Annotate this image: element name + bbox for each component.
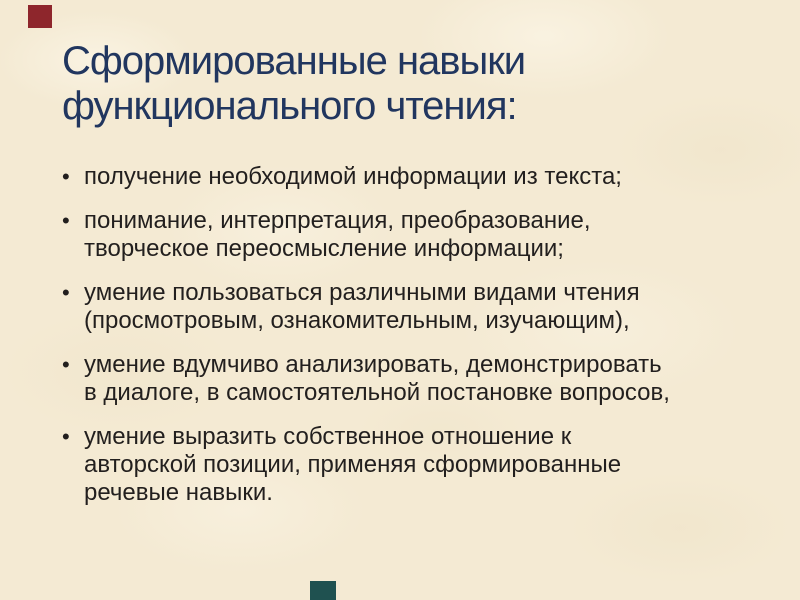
- list-item: [62, 279, 768, 335]
- title-line-2: функционального чтения:: [62, 84, 517, 128]
- bullet-icon: •: [62, 164, 70, 189]
- list-item: [62, 207, 768, 263]
- bullet-text-line: в диалоге, в самостоятельной постановке вопросов,: [84, 379, 670, 406]
- bullet-text-line: творческое переосмысление информации;: [84, 235, 564, 262]
- bullet-text-line: понимание, интерпретация, преобразование,: [84, 207, 591, 234]
- bullet-text: [84, 351, 670, 407]
- bullet-text-line: получение необходимой информации из текста;: [84, 163, 622, 190]
- bullet-text: [84, 423, 621, 507]
- bullet-text: [84, 279, 640, 335]
- bullet-text-line: речевые навыки.: [84, 479, 273, 506]
- bullet-text-line: (просмотровым, ознакомительным, изучающим),: [84, 307, 630, 334]
- list-item: [62, 351, 768, 407]
- title-line-1: Сформированные навыки: [62, 39, 526, 83]
- bullet-icon: •: [62, 352, 70, 377]
- teal-accent-square: [310, 581, 336, 600]
- bullet-text-line: умение пользоваться различными видами чтения: [84, 279, 640, 306]
- bullet-icon: •: [62, 424, 70, 449]
- bullet-icon: •: [62, 208, 70, 233]
- bullet-text-line: авторской позиции, применяя сформированные: [84, 451, 622, 478]
- bullet-text: [84, 207, 591, 263]
- list-item: [62, 423, 768, 507]
- slide-title: [62, 39, 762, 129]
- bullet-list: [62, 163, 768, 523]
- bullet-text: [84, 163, 622, 191]
- red-accent-square: [28, 5, 52, 28]
- bullet-icon: •: [62, 280, 70, 305]
- bullet-text-line: умение вдумчиво анализировать, демонстрировать: [84, 351, 662, 378]
- list-item: [62, 163, 768, 191]
- bullet-text-line: умение выразить собственное отношение к: [84, 423, 572, 450]
